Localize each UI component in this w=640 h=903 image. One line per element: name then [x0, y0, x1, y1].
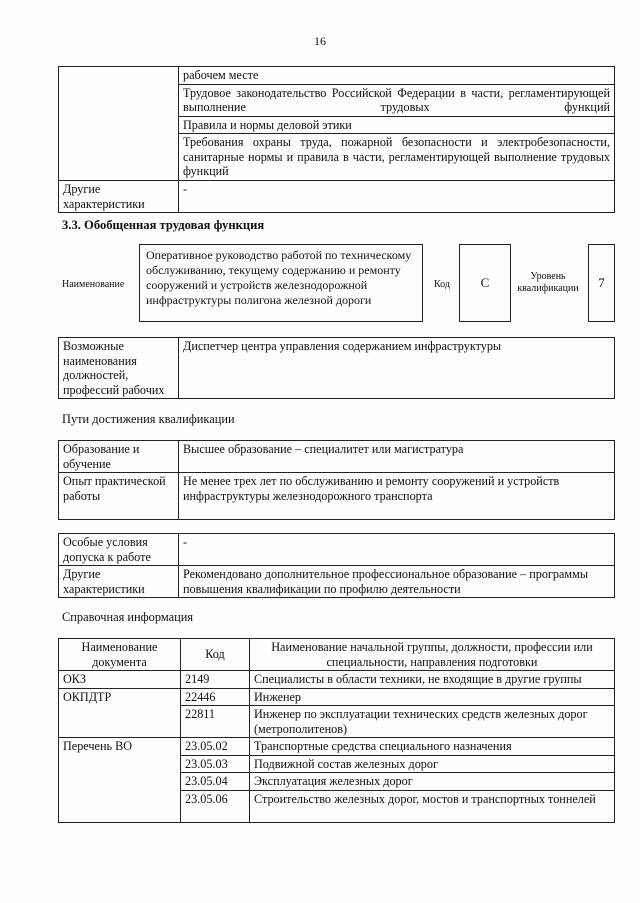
ref-code: 22811	[181, 706, 250, 738]
table-cell: Высшее образование – специалитет или магистратура	[179, 441, 615, 473]
table-row	[59, 688, 615, 706]
table-cell: Требования охраны труда, пожарной безопасности и электробезопасности, санитарные нормы и правила в части, регламентирующей выполнение трудовых функций	[179, 134, 615, 181]
table-row	[59, 181, 615, 213]
table-label: Особые условия допуска к работе	[59, 534, 179, 566]
table-row	[59, 338, 615, 399]
table-cell: Правила и нормы деловой этики	[179, 116, 615, 134]
table-row	[59, 441, 615, 473]
table-row	[59, 671, 615, 689]
name-value: Оперативное руководство работой по техническому обслуживанию, текущему содержанию и ремонту сооружений и устройств железнодорожной инфраструктуры полигона железной дороги	[146, 248, 412, 307]
ref-code: 23.05.03	[181, 755, 250, 773]
positions-table	[58, 337, 615, 399]
code-value: C	[459, 244, 511, 322]
table-row	[59, 738, 615, 756]
table-label: Опыт практической работы	[59, 473, 179, 520]
name-label: Наименование	[62, 279, 125, 290]
level-label: Уровень квалификации	[517, 271, 579, 294]
code-label: Код	[434, 279, 450, 290]
name-box	[139, 244, 423, 322]
table-cell: рабочем месте	[179, 67, 615, 85]
table-label: Другие характеристики	[59, 566, 179, 598]
ref-code: 2149	[181, 671, 250, 689]
qualification-table	[58, 440, 615, 520]
positions-value: Диспетчер центра управления содержанием инфраструктуры	[179, 338, 615, 399]
ref-name: Транспортные средства специального назначения	[250, 738, 615, 756]
table-cell: Рекомендовано дополнительное профессиональное образование – программы повышения квалификации по профилю деятельности	[179, 566, 615, 598]
ref-code: 23.05.04	[181, 773, 250, 791]
header-doc: Наименование документа	[59, 639, 181, 671]
table-label: Другие характеристики	[59, 181, 179, 213]
table-row	[59, 473, 615, 520]
ref-name: Специалисты в области техники, не входящие в другие группы	[250, 671, 615, 689]
conditions-table	[58, 533, 615, 598]
ref-name: Подвижной состав железных дорог	[250, 755, 615, 773]
table-cell: -	[179, 181, 615, 213]
ref-code: 22446	[181, 688, 250, 706]
reference-table	[58, 638, 615, 823]
ref-doc: ОКЗ	[59, 671, 181, 689]
table-cell: Трудовое законодательство Российской Федерации в части, регламентирующей выполнение трудовых функций	[179, 84, 615, 116]
table-row	[59, 534, 615, 566]
ref-code: 23.05.06	[181, 790, 250, 822]
ref-name: Инженер по эксплуатации технических средств железных дорог (метрополитенов)	[250, 706, 615, 738]
header-name: Наименование начальной группы, должности, профессии или специальности, направления подготовки	[250, 639, 615, 671]
header-code: Код	[181, 639, 250, 671]
positions-label: Возможные наименования должностей, профессий рабочих	[59, 338, 179, 399]
ref-name: Строительство железных дорог, мостов и транспортных тоннелей	[250, 790, 615, 822]
ref-doc: Перечень ВО	[59, 738, 181, 823]
table-cell: Не менее трех лет по обслуживанию и ремонту сооружений и устройств инфраструктуры железнодорожного транспорта	[179, 473, 615, 520]
table-row	[59, 67, 615, 85]
table-header-row	[59, 639, 615, 671]
reference-title: Справочная информация	[62, 610, 194, 624]
table-cell-empty	[59, 67, 179, 181]
ref-name: Эксплуатация железных дорог	[250, 773, 615, 791]
ref-code: 23.05.02	[181, 738, 250, 756]
top-table	[58, 66, 615, 213]
table-label: Образование и обучение	[59, 441, 179, 473]
qualification-title: Пути достижения квалификации	[62, 412, 235, 426]
ref-doc: ОКПДТР	[59, 688, 181, 738]
page-number: 16	[314, 34, 326, 48]
section-title: 3.3. Обобщенная трудовая функция	[62, 218, 265, 232]
table-row	[59, 566, 615, 598]
level-value: 7	[588, 244, 615, 322]
table-cell: -	[179, 534, 615, 566]
ref-name: Инженер	[250, 688, 615, 706]
